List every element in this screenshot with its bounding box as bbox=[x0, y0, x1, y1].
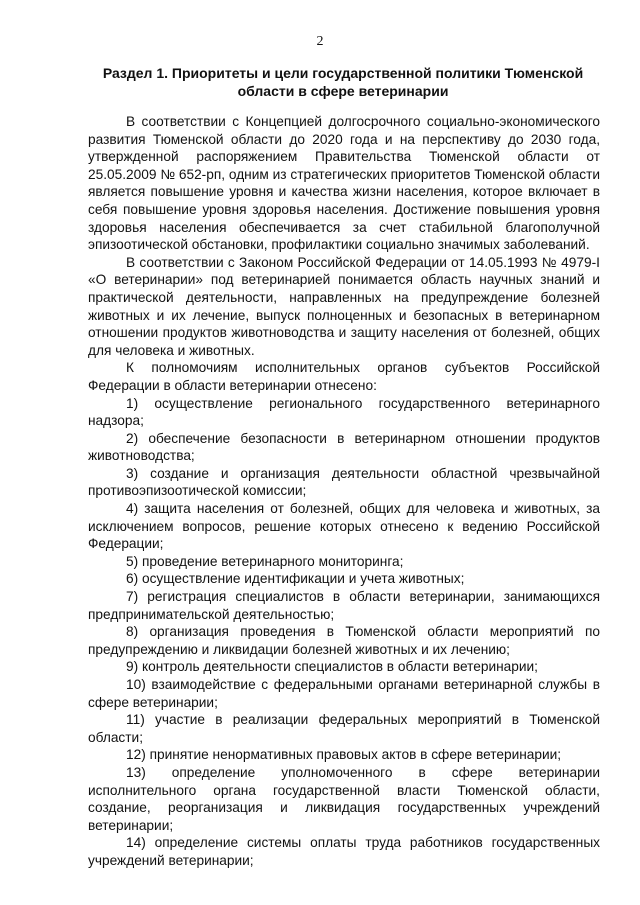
list-item: 11) участие в реализации федеральных мероприятий в Тюменской области; bbox=[88, 712, 600, 745]
paragraph: В соответствии с Законом Российской Федерации от 14.05.1993 № 4979-I «О ветеринарии» под ветеринарией понимается область научных знаний и практической деятельности, направленных на предупреждение болезней животных и их лечение, выпуск полноценных и безопасных в ветеринарном отношении продуктов животноводства и защиту населения от болезней, общих для человека и животных. bbox=[88, 254, 600, 358]
list-item: 1) осуществление регионального государственного ветеринарного надзора; bbox=[88, 395, 600, 429]
page-number: 2 bbox=[316, 34, 324, 49]
list-item: 14) определение системы оплаты труда работников государственных учреждений ветеринарии; bbox=[88, 835, 600, 868]
list-item: 12) принятие ненормативных правовых актов в сфере ветеринарии; bbox=[126, 747, 562, 763]
list-item: 3) создание и организация деятельности областной чрезвычайной противоэпизоотической комиссии; bbox=[88, 465, 600, 499]
list-item: 6) осуществление идентификации и учета животных; bbox=[126, 571, 465, 587]
list-item: 7) регистрация специалистов в области ветеринарии, занимающихся предпринимательской деятельностью; bbox=[88, 589, 600, 622]
list-item: 13) определение уполномоченного в сфере ветеринарии исполнительного органа государственной власти Тюменской области, создание, реорганизация и ликвидация государственных учреждений ветеринарии; bbox=[88, 764, 600, 833]
section-heading: Раздел 1. Приоритеты и цели государственной политики Тюменской области в сфере ветеринарии bbox=[102, 65, 584, 99]
body-text bbox=[88, 113, 600, 870]
list-item: 9) контроль деятельности специалистов в области ветеринарии; bbox=[126, 659, 538, 675]
paragraph: К полномочиям исполнительных органов субъектов Российской Федерации в области ветеринарии отнесено: bbox=[88, 360, 600, 393]
paragraph: В соответствии с Концепцией долгосрочного социально-экономического развития Тюменской области до 2020 года и на перспективу до 2030 года, утвержденной распоряжением Правительства Тюменской области от 25.05.2009 № 652-рп, одним из стратегических приоритетов Тюменской области является повышение уровня и качества жизни населения, которое включает в себя повышение уровня здоровья населения. Достижение повышения уровня здоровья населения обеспечивается за счет стабильной благополучной эпизоотической обстановки, профилактики социально значимых заболеваний. bbox=[88, 114, 600, 253]
list-item: 4) защита населения от болезней, общих для человека и животных, за исключением вопросов, решение которых отнесено к ведению Российской Федерации; bbox=[88, 501, 600, 552]
list-item: 2) обеспечение безопасности в ветеринарном отношении продуктов животноводства; bbox=[88, 430, 600, 464]
list-item: 10) взаимодействие с федеральными органами ветеринарной службы в сфере ветеринарии; bbox=[88, 677, 600, 710]
list-item: 8) организация проведения в Тюменской области мероприятий по предупреждению и ликвидации болезней животных и их лечению; bbox=[88, 624, 600, 657]
list-item: 5) проведение ветеринарного мониторинга; bbox=[126, 553, 404, 569]
